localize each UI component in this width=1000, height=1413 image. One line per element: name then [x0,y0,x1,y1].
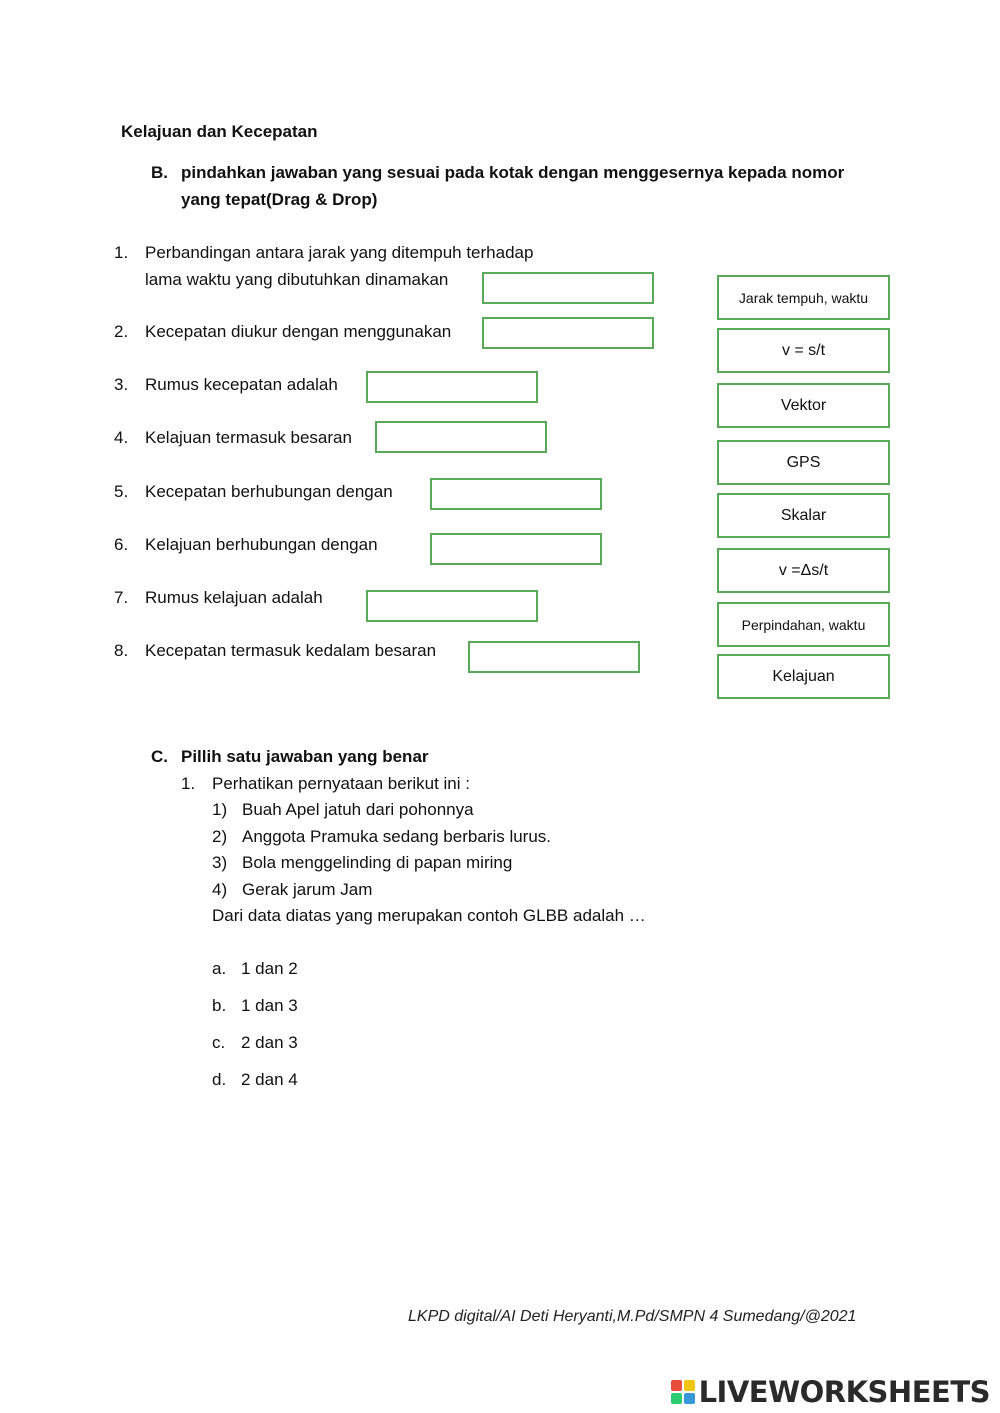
question-text: Kecepatan diukur dengan menggunakan [145,322,452,341]
answer-chip[interactable]: Skalar [717,493,890,538]
question-text: Kecepatan termasuk kedalam besaran [145,641,437,660]
question-number: 1. [181,774,196,793]
answer-chip[interactable]: v = s/t [717,328,890,373]
question-text: Rumus kelajuan adalah [145,588,323,607]
question-number: 3. [114,375,129,394]
question-number: 2. [114,322,129,341]
statement-number: 1) [212,800,228,819]
drop-box-7[interactable] [366,590,538,622]
liveworksheets-logo-icon [671,1380,695,1404]
question-text: lama waktu yang dibutuhkan dinamakan [145,270,449,289]
answer-chip[interactable]: Kelajuan [717,654,890,699]
question-number: 7. [114,588,129,607]
option-b[interactable]: 1 dan 3 [241,996,298,1015]
question-number: 6. [114,535,129,554]
section-c-letter: C. [151,747,168,766]
drop-box-2[interactable] [482,317,654,349]
answer-chip[interactable]: Vektor [717,383,890,428]
option-letter: c. [212,1033,226,1052]
footer-credit: LKPD digital/AI Deti Heryanti,M.Pd/SMPN 4 Sumedang/@2021 [408,1308,857,1325]
brand-name: LIVEWORKSHEETS [698,1375,990,1409]
question-number: 4. [114,428,129,447]
question-number: 8. [114,641,129,660]
question-text: Rumus kecepatan adalah [145,375,338,394]
answer-chip[interactable]: Jarak tempuh, waktu [717,275,890,320]
statement-text: Gerak jarum Jam [242,880,373,899]
statement-text: Buah Apel jatuh dari pohonnya [242,800,474,819]
statement-text: Bola menggelinding di papan miring [242,853,513,872]
answer-chip[interactable]: v =Δs/t [717,548,890,593]
drop-box-1[interactable] [482,272,654,304]
statement-number: 2) [212,827,228,846]
section-b-instruction: pindahkan jawaban yang sesuai pada kotak dengan menggesernya kepada nomor yang tepat(Drag & Drop) [181,163,845,209]
brand-logo[interactable] [671,1375,990,1409]
question-text: Kelajuan termasuk besaran [145,428,352,447]
question-number: 5. [114,482,129,501]
drop-box-8[interactable] [468,641,640,673]
question-text: Kecepatan berhubungan dengan [145,482,393,501]
drop-box-4[interactable] [375,421,547,453]
option-letter: d. [212,1070,227,1089]
statement-number: 4) [212,880,228,899]
section-b-letter: B. [151,163,168,182]
drop-box-6[interactable] [430,533,602,565]
drop-box-5[interactable] [430,478,602,510]
statement-text: Anggota Pramuka sedang berbaris lurus. [242,827,552,846]
option-c[interactable]: 2 dan 3 [241,1033,298,1052]
drop-box-3[interactable] [366,371,538,403]
page-title: Kelajuan dan Kecepatan [121,122,318,141]
question-text: Perbandingan antara jarak yang ditempuh terhadap [145,243,534,262]
question-number: 1. [114,243,129,262]
option-letter: a. [212,959,227,978]
option-a[interactable]: 1 dan 2 [241,959,298,978]
statement-number: 3) [212,853,228,872]
answer-chip[interactable]: GPS [717,440,890,485]
section-c-instruction: Pillih satu jawaban yang benar [181,747,429,766]
option-letter: b. [212,996,227,1015]
answer-chip[interactable]: Perpindahan, waktu [717,602,890,647]
question-text: Kelajuan berhubungan dengan [145,535,378,554]
question-intro: Perhatikan pernyataan berikut ini : [212,774,470,793]
option-d[interactable]: 2 dan 4 [241,1070,298,1089]
question-stem: Dari data diatas yang merupakan contoh GLBB adalah … [212,906,646,925]
